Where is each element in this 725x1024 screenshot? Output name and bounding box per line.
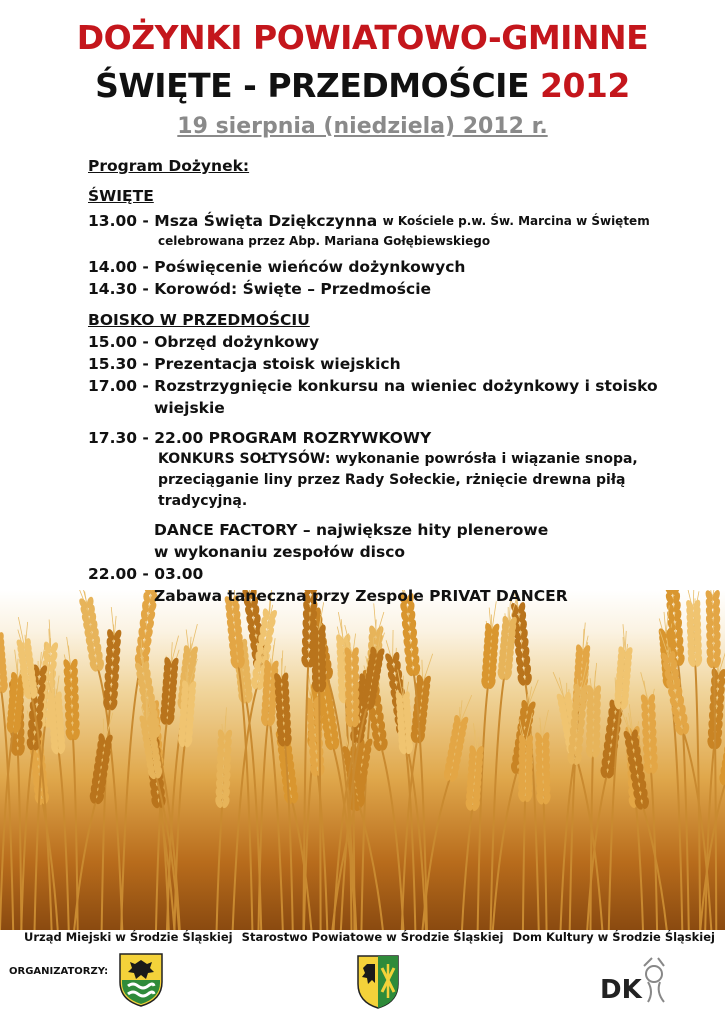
item-7-dance-1: DANCE FACTORY – największe hity plenerowe [154, 521, 549, 539]
program-item-8: 22.00 - 03.00 [88, 565, 204, 583]
program [88, 155, 708, 607]
item-8-sub: Zabawa taneczna przy Zespole PRIVAT DANCER [154, 587, 568, 605]
organizer-2: Starostwo Powiatowe w Środzie Śląskiej [241, 930, 504, 944]
item-1-time: 13.00 - [88, 212, 149, 230]
item-7-sub-1: KONKURS SOŁTYSÓW: wykonanie powrósła i wiązanie snopa, [158, 451, 638, 467]
program-item-1 [88, 210, 708, 232]
program-heading: Program Dożynek: [88, 157, 250, 175]
organizer-1: Urząd Miejski w Środzie Śląskiej [24, 930, 233, 944]
title-line-2 [0, 66, 725, 105]
program-item-6 [88, 375, 708, 397]
item-7-sub-2: przeciąganie liny przez Rady Sołeckie, rżnięcie drewna piłą [158, 472, 626, 488]
organizers-row [0, 930, 725, 944]
logo-3-text: DK [600, 975, 642, 1005]
item-1-title: Msza Święta Dziękczynna [154, 212, 378, 230]
section-title-swiete: ŚWIĘTE [88, 187, 154, 205]
program-item-4: 15.00 - Obrzęd dożynkowy [88, 333, 320, 351]
organizers-label: ORGANIZATORZY: [9, 966, 109, 977]
item-1-note: celebrowana przez Abp. Mariana Gołębiewskiego [158, 234, 491, 248]
powiat-coat-of-arms-icon [356, 954, 400, 1010]
title-line-2-main: ŚWIĘTE - PRZEDMOŚCIE [95, 66, 529, 105]
item-6-line-2: wiejskie [154, 399, 225, 417]
item-6-line-1: Rozstrzygnięcie konkursu na wieniec dożynkowy i stoisko [154, 377, 658, 395]
program-item-7: 17.30 - 22.00 PROGRAM ROZRYWKOWY [88, 429, 432, 447]
program-item-2: 14.00 - Poświęcenie wieńców dożynkowych [88, 258, 466, 276]
item-7-sub-3: tradycyjną. [158, 493, 248, 509]
title-line-1: DOŻYNKI POWIATOWO-GMINNE [76, 18, 649, 57]
item-7-dance-2: w wykonaniu zespołów disco [154, 543, 406, 561]
wheat-field-image [0, 590, 725, 930]
organizer-3: Dom Kultury w Środzie Śląskiej [512, 930, 715, 944]
gmina-coat-of-arms-icon [118, 952, 164, 1008]
item-6-time: 17.00 - [88, 377, 149, 395]
program-item-7-details [88, 449, 708, 512]
dom-kultury-logo-icon [598, 952, 670, 1008]
title-year: 2012 [540, 66, 630, 105]
event-date: 19 sierpnia (niedziela) 2012 r. [177, 114, 548, 139]
program-item-3: 14.30 - Korowód: Święte – Przedmoście [88, 280, 432, 298]
program-item-5: 15.30 - Prezentacja stoisk wiejskich [88, 355, 401, 373]
wheat-field-illustration [0, 590, 725, 930]
item-1-place: w Kościele p.w. Św. Marcina w Świętem [382, 214, 650, 228]
section-title-boisko: BOISKO W PRZEDMOŚCIU [88, 311, 310, 329]
